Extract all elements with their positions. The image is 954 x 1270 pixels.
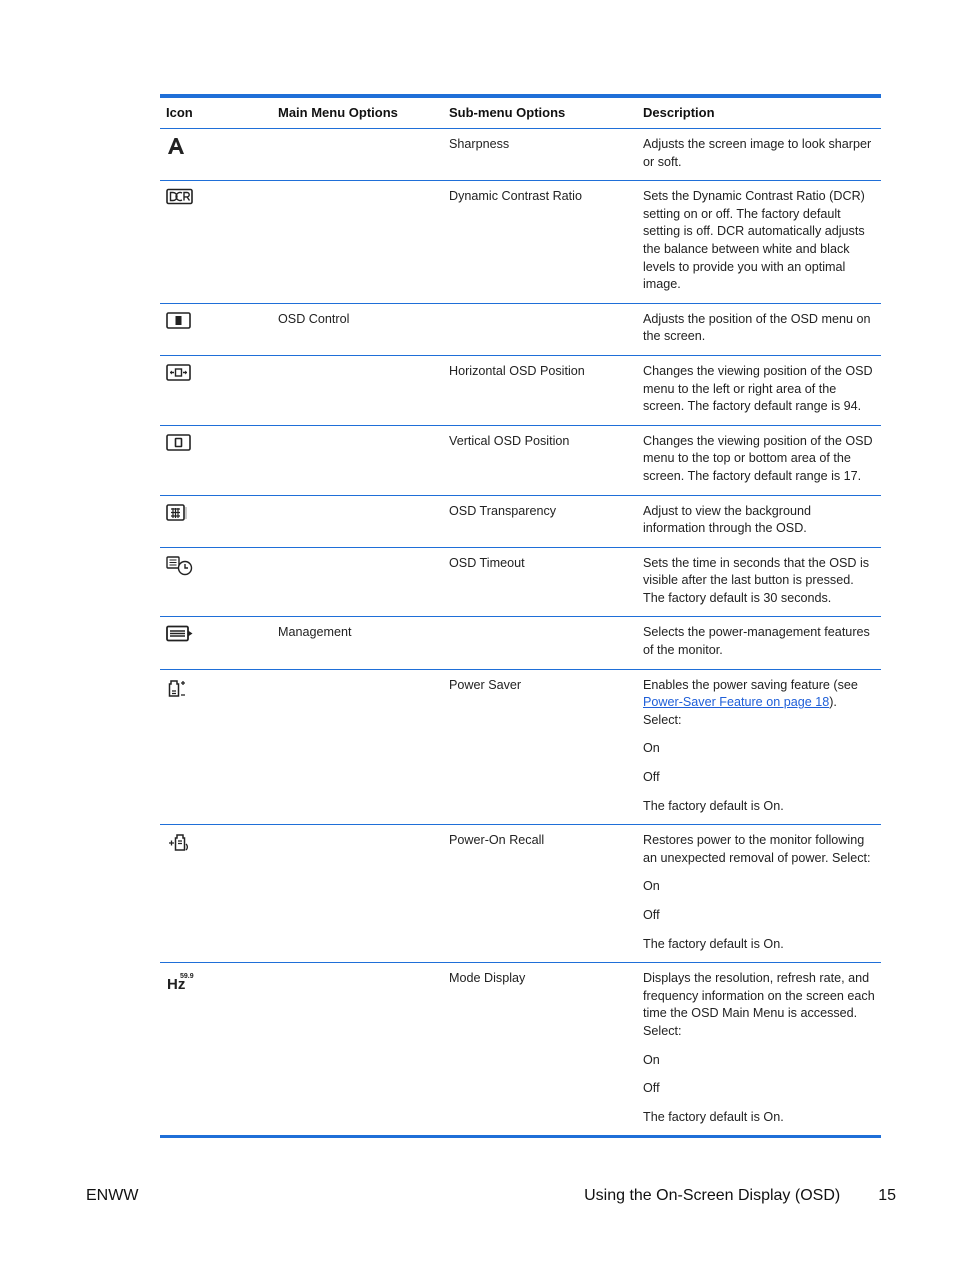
dcr-icon (166, 188, 194, 210)
row-main-option: Management (272, 617, 443, 669)
row-description: Changes the viewing position of the OSD menu to the left or right area of the screen. The factory default range is 94. (643, 363, 873, 414)
management-icon (166, 624, 194, 646)
row-description: Changes the viewing position of the OSD menu to the top or bottom area of the screen. The factory default range is 17. (643, 433, 873, 483)
table-row (160, 495, 881, 547)
row-description: Adjusts the screen image to look sharper or soft. (643, 137, 872, 169)
row-select-label: Select: (643, 712, 682, 727)
row-factory-default: The factory default is On. (643, 936, 784, 951)
row-select-label: Select: (643, 1023, 682, 1038)
table-row (160, 669, 881, 825)
option-on: On (643, 741, 660, 756)
table-row (160, 355, 881, 425)
row-main-option (272, 963, 443, 1136)
row-sub-option: Mode Display (449, 971, 526, 986)
row-main-option (272, 547, 443, 617)
option-on: On (643, 879, 660, 894)
horizontal-osd-position-icon (166, 363, 194, 385)
row-sub-option: Dynamic Contrast Ratio (443, 181, 637, 304)
vertical-osd-position-icon (166, 433, 194, 455)
row-sub-option: Power-On Recall (443, 825, 637, 963)
mode-display-icon (166, 970, 194, 992)
row-main-option (272, 825, 443, 963)
table-row (160, 963, 881, 1136)
row-main-option (272, 425, 443, 495)
table-row (160, 425, 881, 495)
row-sub-option (443, 617, 637, 669)
header-sub-menu-options: Sub-menu Options (443, 98, 637, 129)
option-off: Off (643, 770, 660, 785)
osd-control-icon (166, 311, 194, 333)
sharpness-icon (166, 136, 194, 158)
row-factory-default: The factory default is On. (643, 1109, 784, 1124)
table-header-row (160, 98, 881, 129)
footer-enww: ENWW (86, 1187, 139, 1204)
option-off: Off (643, 1081, 660, 1096)
row-sub-option: Horizontal OSD Position (443, 355, 637, 425)
row-sub-option: Vertical OSD Position (443, 425, 637, 495)
power-on-recall-icon (166, 832, 194, 854)
power-saver-icon (166, 677, 194, 699)
header-icon: Icon (160, 98, 272, 129)
power-saver-feature-link[interactable]: Power-Saver Feature on page 18 (643, 695, 830, 710)
osd-menu-table (160, 98, 881, 1135)
row-main-option (272, 495, 443, 547)
header-main-menu-options: Main Menu Options (272, 98, 443, 129)
row-description: Adjust to view the background information through the OSD. (643, 503, 812, 536)
table-row (160, 617, 881, 669)
footer-right (584, 1187, 896, 1205)
row-description: Adjusts the position of the OSD menu on the screen. (643, 311, 871, 344)
osd-timeout-icon (166, 555, 194, 577)
row-main-option (272, 181, 443, 304)
mode-display-icon-value: 59.9 (180, 973, 194, 981)
table-row (160, 547, 881, 617)
header-description: Description (637, 98, 881, 129)
row-description: Restores power to the monitor following an unexpected removal of power. Select: (643, 833, 871, 865)
osd-transparency-icon (166, 503, 194, 525)
row-sub-option: Sharpness (443, 129, 637, 181)
row-sub-option (443, 303, 637, 355)
row-main-option (272, 355, 443, 425)
osd-menu-table-container (160, 94, 881, 1138)
row-description: Selects the power-management features of the monitor. (643, 625, 870, 658)
page-number: 15 (878, 1187, 896, 1204)
mode-display-icon-hz: Hz (167, 976, 186, 993)
table-row (160, 303, 881, 355)
option-on: On (643, 1052, 660, 1067)
table-row (160, 825, 881, 963)
row-description: Displays the resolution, refresh rate, and frequency information on the screen each time the OSD Main Menu is accessed. (643, 971, 875, 1021)
table-row (160, 181, 881, 304)
row-sub-option: OSD Transparency (443, 495, 637, 547)
row-sub-option: Power Saver (443, 669, 637, 825)
footer-section-title: Using the On-Screen Display (OSD) (584, 1187, 841, 1204)
table-row (160, 129, 881, 181)
row-description: Sets the time in seconds that the OSD is visible after the last button is pressed. The factory default is 30 seconds. (643, 555, 870, 605)
row-main-option: OSD Control (272, 303, 443, 355)
row-description: Enables the power saving feature (see Power-Saver Feature on page 18). (643, 677, 858, 710)
row-factory-default: The factory default is On. (643, 798, 784, 813)
row-main-option (272, 129, 443, 181)
row-sub-option: OSD Timeout (443, 547, 637, 617)
row-main-option (272, 669, 443, 825)
option-off: Off (643, 908, 660, 922)
row-description: Sets the Dynamic Contrast Ratio (DCR) setting on or off. The factory default setting is off. DCR automatically adjusts the balance between white and black levels to provide you with an optimal image. (643, 189, 865, 292)
